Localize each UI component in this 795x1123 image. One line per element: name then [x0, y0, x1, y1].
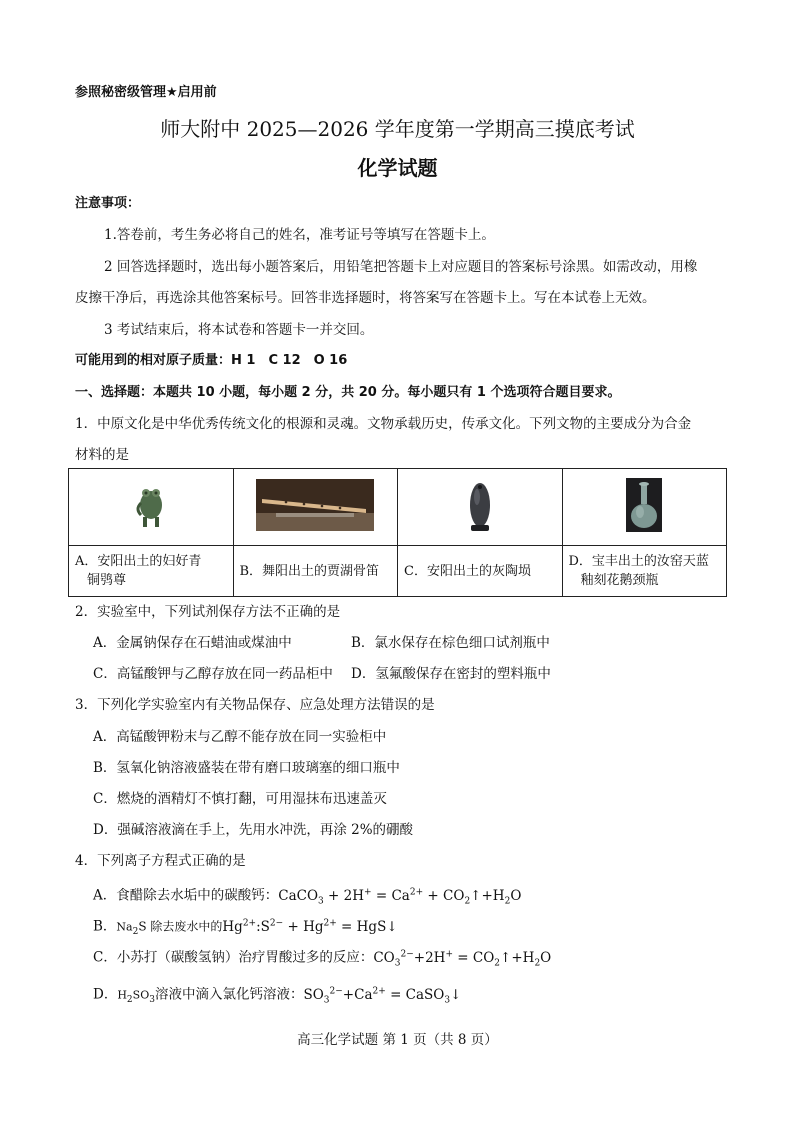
q2-option-a[interactable]: A．金属钠保存在石蜡油或煤油中 [93, 635, 292, 651]
q1-option-a[interactable]: A．安阳出土的妇好青 铜鸮尊 [69, 546, 234, 597]
q1-option-d[interactable]: D．宝丰出土的汝窑天蓝 釉刻花鹅颈瓶 [562, 546, 727, 597]
q1-option-b[interactable]: B．舞阳出土的贾湖骨笛 [233, 546, 398, 597]
q2-stem: 2．实验室中，下列试剂保存方法不正确的是 [75, 604, 341, 620]
atomic-masses: 可能用到的相对原子质量：H 1 C 12 O 16 [75, 353, 348, 368]
q3-option-c[interactable]: C．燃烧的酒精灯不慎打翻，可用湿抹布迅速盖灭 [93, 791, 387, 807]
q1-image-cell-b [233, 469, 398, 546]
q1-stem-line-1: 1．中原文化是中华优秀传统文化的根源和灵魂。文物承载历史，传承文化。下列文物的主要成分为合金 [75, 416, 692, 432]
q1-option-c[interactable]: C．安阳出土的灰陶埙 [398, 546, 563, 597]
notes-heading: 注意事项： [75, 196, 141, 211]
q1-image-cell-d [562, 469, 727, 546]
section-1-heading: 一、选择题：本题共 10 小题，每小题 2 分，共 20 分。每小题只有 1 个选项符合题目要求。 [75, 385, 621, 400]
q4-d-equation: $SO_3^{2-}+Ca^{2+}$ = CaSO$_3$↓ [303, 986, 462, 1006]
q3-stem: 3．下列化学实验室内有关物品保存、应急处理方法错误的是 [75, 697, 435, 713]
q4-option-b[interactable]: B．$Na_2S$ 除去废水中的$Hg^{2+}:S^{2-} + Hg^{2+}$ = HgS↓ [93, 918, 398, 938]
q1-options-table [68, 468, 727, 597]
q4-option-c[interactable]: C．小苏打（碳酸氢钠）治疗胃酸过多的反应：$CO_3^{2-}+2H^+$ = $CO_2↑+H_2O$ [93, 949, 552, 969]
q1-stem-line-2: 材料的是 [75, 447, 129, 463]
page-footer: 高三化学试题 第 1 页（共 8 页） [297, 1032, 498, 1048]
bronze-owl-zun-image [131, 479, 171, 531]
q4-stem: 4．下列离子方程式正确的是 [75, 853, 246, 869]
secret-level-label: 参照秘密级管理★启用前 [75, 85, 217, 100]
q2-option-d[interactable]: D．氢氟酸保存在密封的塑料瓶中 [351, 666, 551, 682]
q4-b-equation: $Hg^{2+}:S^{2-} + Hg^{2+}$ = HgS↓ [222, 918, 398, 935]
q4-option-a[interactable]: A．食醋除去水垢中的碳酸钙：CaCO$_3$ + $2H^+ = Ca^{2+}$ + $CO_2↑+H_2O$ [93, 887, 522, 907]
q3-option-b[interactable]: B．氢氧化钠溶液盛装在带有磨口玻璃塞的细口瓶中 [93, 760, 400, 776]
note-2-line-2: 皮擦干净后，再选涂其他答案标号。回答非选择题时，将答案写在答题卡上。写在本试卷上无效。 [75, 290, 656, 306]
ru-kiln-vase-image [626, 478, 662, 532]
q3-option-a[interactable]: A．高锰酸钾粉末与乙醇不能存放在同一实验柜中 [93, 729, 387, 745]
exam-title: 师大附中 2025—2026 学年度第一学期高三摸底考试 [160, 117, 635, 141]
q4-c-equation: $CO_3^{2-}+2H^+$ = $CO_2↑+H_2O$ [373, 949, 552, 969]
note-3: 3 考试结束后，将本试卷和答题卡一并交回。 [104, 322, 374, 338]
q4-option-d[interactable]: D．$H_2SO_3$溶液中滴入氯化钙溶液：$SO_3^{2-}+Ca^{2+}$ = CaSO$_3$↓ [93, 986, 462, 1006]
q1-image-cell-c [398, 469, 563, 546]
exam-subtitle: 化学试题 [357, 156, 438, 180]
q4-a-equation: CaCO$_3$ + $2H^+ = Ca^{2+}$ + $CO_2↑+H_2O$ [278, 887, 522, 907]
q3-option-d[interactable]: D．强碱溶液滴在手上，先用水冲洗，再涂 2%的硼酸 [93, 822, 414, 838]
q2-option-b[interactable]: B．氯水保存在棕色细口试剂瓶中 [351, 635, 550, 651]
q2-option-c[interactable]: C．高锰酸钾与乙醇存放在同一药品柜中 [93, 666, 333, 682]
note-1: 1.答卷前，考生务必将自己的姓名，准考证号等填写在答题卡上。 [104, 227, 495, 243]
bone-flute-image [256, 479, 374, 531]
q1-image-cell-a [69, 469, 234, 546]
note-2-line-1: 2 回答选择题时，选出每小题答案后，用铅笔把答题卡上对应题目的答案标号涂黑。如需改动，用橡 [104, 259, 698, 275]
pottery-xun-image [465, 477, 495, 533]
